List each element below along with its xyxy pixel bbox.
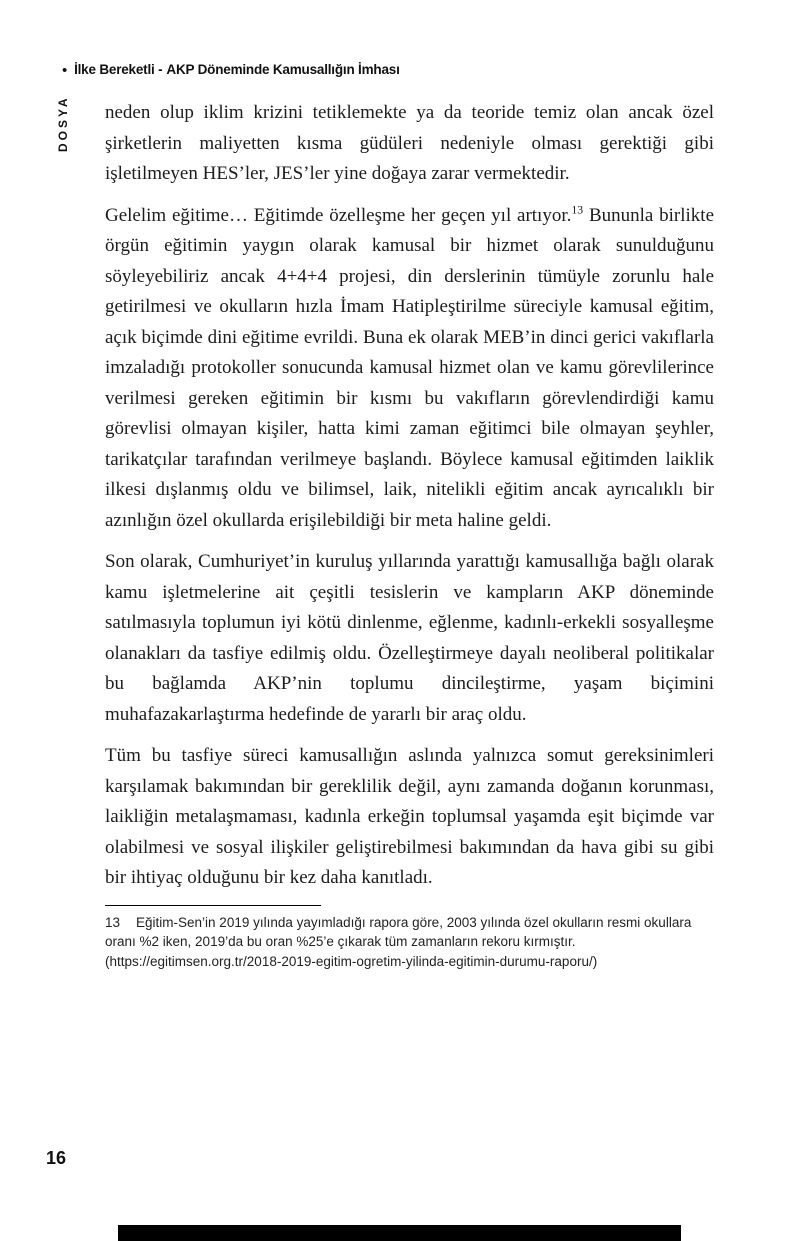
paragraph-text: Gelelim eğitime… Eğitimde özelleşme her geçen yıl artıyor. <box>105 204 572 226</box>
footnote <box>105 913 714 972</box>
paragraph-text: Bununla birlikte örgün eğitimin yaygın olarak kamusal bir hizmet olarak sunulduğunu söyleyebiliriz ancak 4+4+4 projesi, din derslerinin tümüyle zorunlu hale getirilmesi ve okulların hızla İmam Hatipleştirilme süreciyle kamusal eğitim, açık biçimde dini eğitime evrildi. Buna ek olarak MEB’in dinci gerici vakıflarla imzaladığı protokoller sonucunda kamusal hizmet olan ve kamu görevlilerince verilmesi gereken eğitimin bir kısmı bu vakıfların görevlendirdiği kamu görevlisi olmayan kişiler, hatta kimi zaman eğitimci bile olmayan şeyhler, tarikatçılar tarafından verilmeye başlandı. Böylece kamusal eğitimden laiklik ilkesi dışlanmış oldu ve bilimsel, laik, nitelikli eğitim ancak ayrıcalıklı bir azınlığın özel okullarda erişilebildiği bir meta haline geldi. <box>105 204 715 531</box>
paragraph: neden olup iklim krizini tetiklemekte ya da teoride temiz olan ancak özel şirketlerin maliyetten kısma güdüleri nedeniyle olması gerektiği gibi işletilmeyen HES’ler, JES’ler yine doğaya zarar vermektedir. <box>105 102 714 184</box>
running-header-author: İlke Bereketli - <box>74 62 163 77</box>
footnote-reference: 13 <box>571 203 584 217</box>
paragraph <box>105 201 714 537</box>
running-header-title: AKP Döneminde Kamusallığın İmhası <box>166 62 400 77</box>
page-body <box>105 98 714 982</box>
bullet-icon: • <box>62 62 68 79</box>
page-number: 16 <box>46 1148 67 1168</box>
footnote-area <box>105 905 714 972</box>
paragraph: Tüm bu tasfiye süreci kamusallığın aslında yalnızca somut gereksinimleri karşılamak bakımından bir gereklilik değil, aynı zamanda doğanın korunması, laikliğin metalaşmaması, kadınla erkeğin toplumsal yaşamda eşit biçimde var olabilmesi ve sosyal ilişkiler geliştirebilmesi bakımından da hava gibi su gibi bir ihtiyaç olduğunu bir kez daha kanıtladı. <box>105 745 714 888</box>
running-header <box>62 62 400 79</box>
footnote-text: Eğitim-Sen’in 2019 yılında yayımladığı rapora göre, 2003 yılında özel okulların resmi okullara oranı %2 iken, 2019’da bu oran %25’e çıkarak tüm zamanların rekoru kırmıştır. (https://egitimsen.org.tr/2018-2019-egitim-ogretim-yilinda-egitimin-durumu-raporu/) <box>105 914 692 969</box>
paragraph: Son olarak, Cumhuriyet’in kuruluş yıllarında yarattığı kamusallığa bağlı olarak kamu işletmelerine ait çeşitli tesislerin ve kampların AKP döneminde satılmasıyla toplumun iyi kötü dinlenme, eğlenme, kadınlı-erkekli sosyalleşme olanakları da tasfiye edilmiş oldu. Özelleştirmeye dayalı neoliberal politikalar bu bağlamda AKP’nin toplumu dincileştirme, yaşam biçimini muhafazakarlaştırma hedefinde de yararlı bir araç oldu. <box>105 551 714 725</box>
footnote-divider <box>105 905 321 906</box>
footnote-number: 13 <box>105 914 121 930</box>
section-label-dosya: DOSYA <box>56 95 70 152</box>
bottom-black-bar <box>118 1225 681 1241</box>
